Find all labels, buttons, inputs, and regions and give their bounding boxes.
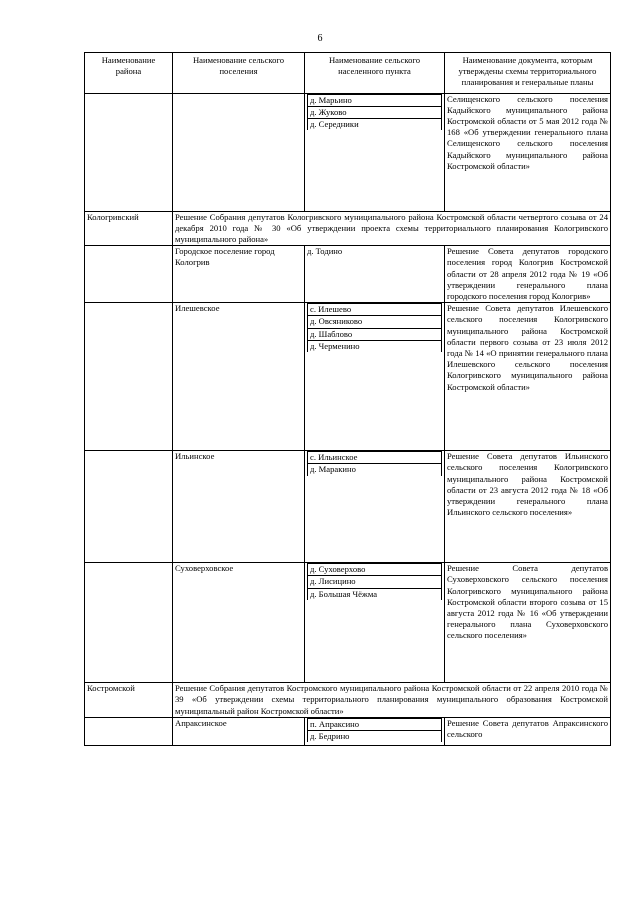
table-row — [85, 303, 611, 451]
document-cell: Решение Совета депутатов городского поселения город Кологрив Костромской области от 28 апреля 2012 года № 19 «Об утверждении генерального плана городского поселения город Кологрив» — [445, 246, 611, 303]
header-settlement: Наименование сельского поселения — [173, 53, 305, 94]
locality-item: д. Маракино — [308, 464, 442, 476]
document-cell: Селищенского сельского поселения Кадыйского муниципального района Костромской области от 5 мая 2012 года № 168 «Об утверждении генерального плана Селищенского сельского поселения Кадыйского муниципального района Костромской области» — [445, 93, 611, 211]
header-locality: Наименование сельского населенного пункта — [305, 53, 445, 94]
settlement-name: Суховерховское — [173, 563, 305, 683]
locality-item: д. Шаблово — [308, 328, 442, 340]
locality-item: д. Большая Чёжма — [308, 588, 442, 600]
table-row — [85, 93, 611, 211]
locality-list — [307, 94, 442, 131]
locality-item: д. Жуково — [308, 106, 442, 118]
district-cell — [85, 563, 173, 683]
locality-list — [307, 303, 442, 352]
locality-cell — [305, 451, 445, 563]
locality-item: с. Илешево — [308, 304, 442, 316]
district-name: Костромской — [85, 683, 173, 718]
table-row — [85, 451, 611, 563]
locality-item: д. Лисицино — [308, 576, 442, 588]
locality-item: д. Марьино — [308, 94, 442, 106]
header-district: Наименование района — [85, 53, 173, 94]
locality-cell — [305, 93, 445, 211]
district-name: Кологривский — [85, 211, 173, 246]
settlement-cell — [173, 93, 305, 211]
district-cell — [85, 451, 173, 563]
locality-item: д. Середники — [308, 119, 442, 131]
locality-cell — [305, 717, 445, 745]
locality-item: с. Ильинское — [308, 452, 442, 464]
document-cell: Решение Совета депутатов Ильинского сельского поселения Кологривского муниципального района Костромской области от 23 августа 2012 года № 18 «Об утверждении генерального плана Ильинского сельского поселения» — [445, 451, 611, 563]
settlement-name: Апраксинское — [173, 717, 305, 745]
district-row-kostroma — [85, 683, 611, 718]
locality-item: д. Овсяниково — [308, 316, 442, 328]
locality-list — [307, 451, 442, 475]
locality-item: п. Апраксино — [308, 718, 442, 730]
table-header-row — [85, 53, 611, 94]
district-document: Решение Собрания депутатов Костромского муниципального района Костромской области от 22 апреля 2010 года № 39 «Об утверждении схемы территориального планирования муниципального образования Костромской муниципальный район Костромской области» — [173, 683, 611, 718]
page-number: 6 — [317, 33, 323, 44]
locality-item: д. Тодино — [305, 246, 445, 303]
locality-item: д. Черменино — [308, 340, 442, 352]
settlement-name: Ильинское — [173, 451, 305, 563]
table-row — [85, 563, 611, 683]
locality-cell — [305, 563, 445, 683]
document-cell: Решение Совета депутатов Суховерховского сельского поселения Кологривского муниципального района Костромской области второго созыва от 15 августа 2012 года № 16 «Об утверждении генерального плана Суховерховского сельского поселения» — [445, 563, 611, 683]
district-cell — [85, 303, 173, 451]
locality-list — [307, 563, 442, 600]
district-cell — [85, 717, 173, 745]
settlement-name: Илешевское — [173, 303, 305, 451]
district-cell — [85, 93, 173, 211]
document-cell: Решение Совета депутатов Илешевского сельского поселения Кологривского муниципального района Костромской области первого созыва от 23 июля 2012 года № 14 «О принятии генерального плана Илешевского сельского поселения Кологривского муниципального района Костромской области» — [445, 303, 611, 451]
district-cell — [85, 246, 173, 303]
district-document: Решение Собрания депутатов Кологривского муниципального района Костромской области четвертого созыва от 24 декабря 2010 года № 30 «Об утверждении проекта схемы территориального планирования Кологривского муниципального района» — [173, 211, 611, 246]
locality-item: д. Бедрино — [308, 731, 442, 743]
settlement-name: Городское поселение город Кологрив — [173, 246, 305, 303]
district-row-kologriv — [85, 211, 611, 246]
locality-cell — [305, 303, 445, 451]
locality-item: д. Суховерхово — [308, 564, 442, 576]
locality-list — [307, 718, 442, 742]
table-row — [85, 717, 611, 745]
document-cell: Решение Совета депутатов Апраксинского сельского — [445, 717, 611, 745]
table-row — [85, 246, 611, 303]
planning-documents-table — [84, 52, 611, 746]
header-document: Наименование документа, которым утверждены схемы территориального планирования и генеральные планы — [445, 53, 611, 94]
